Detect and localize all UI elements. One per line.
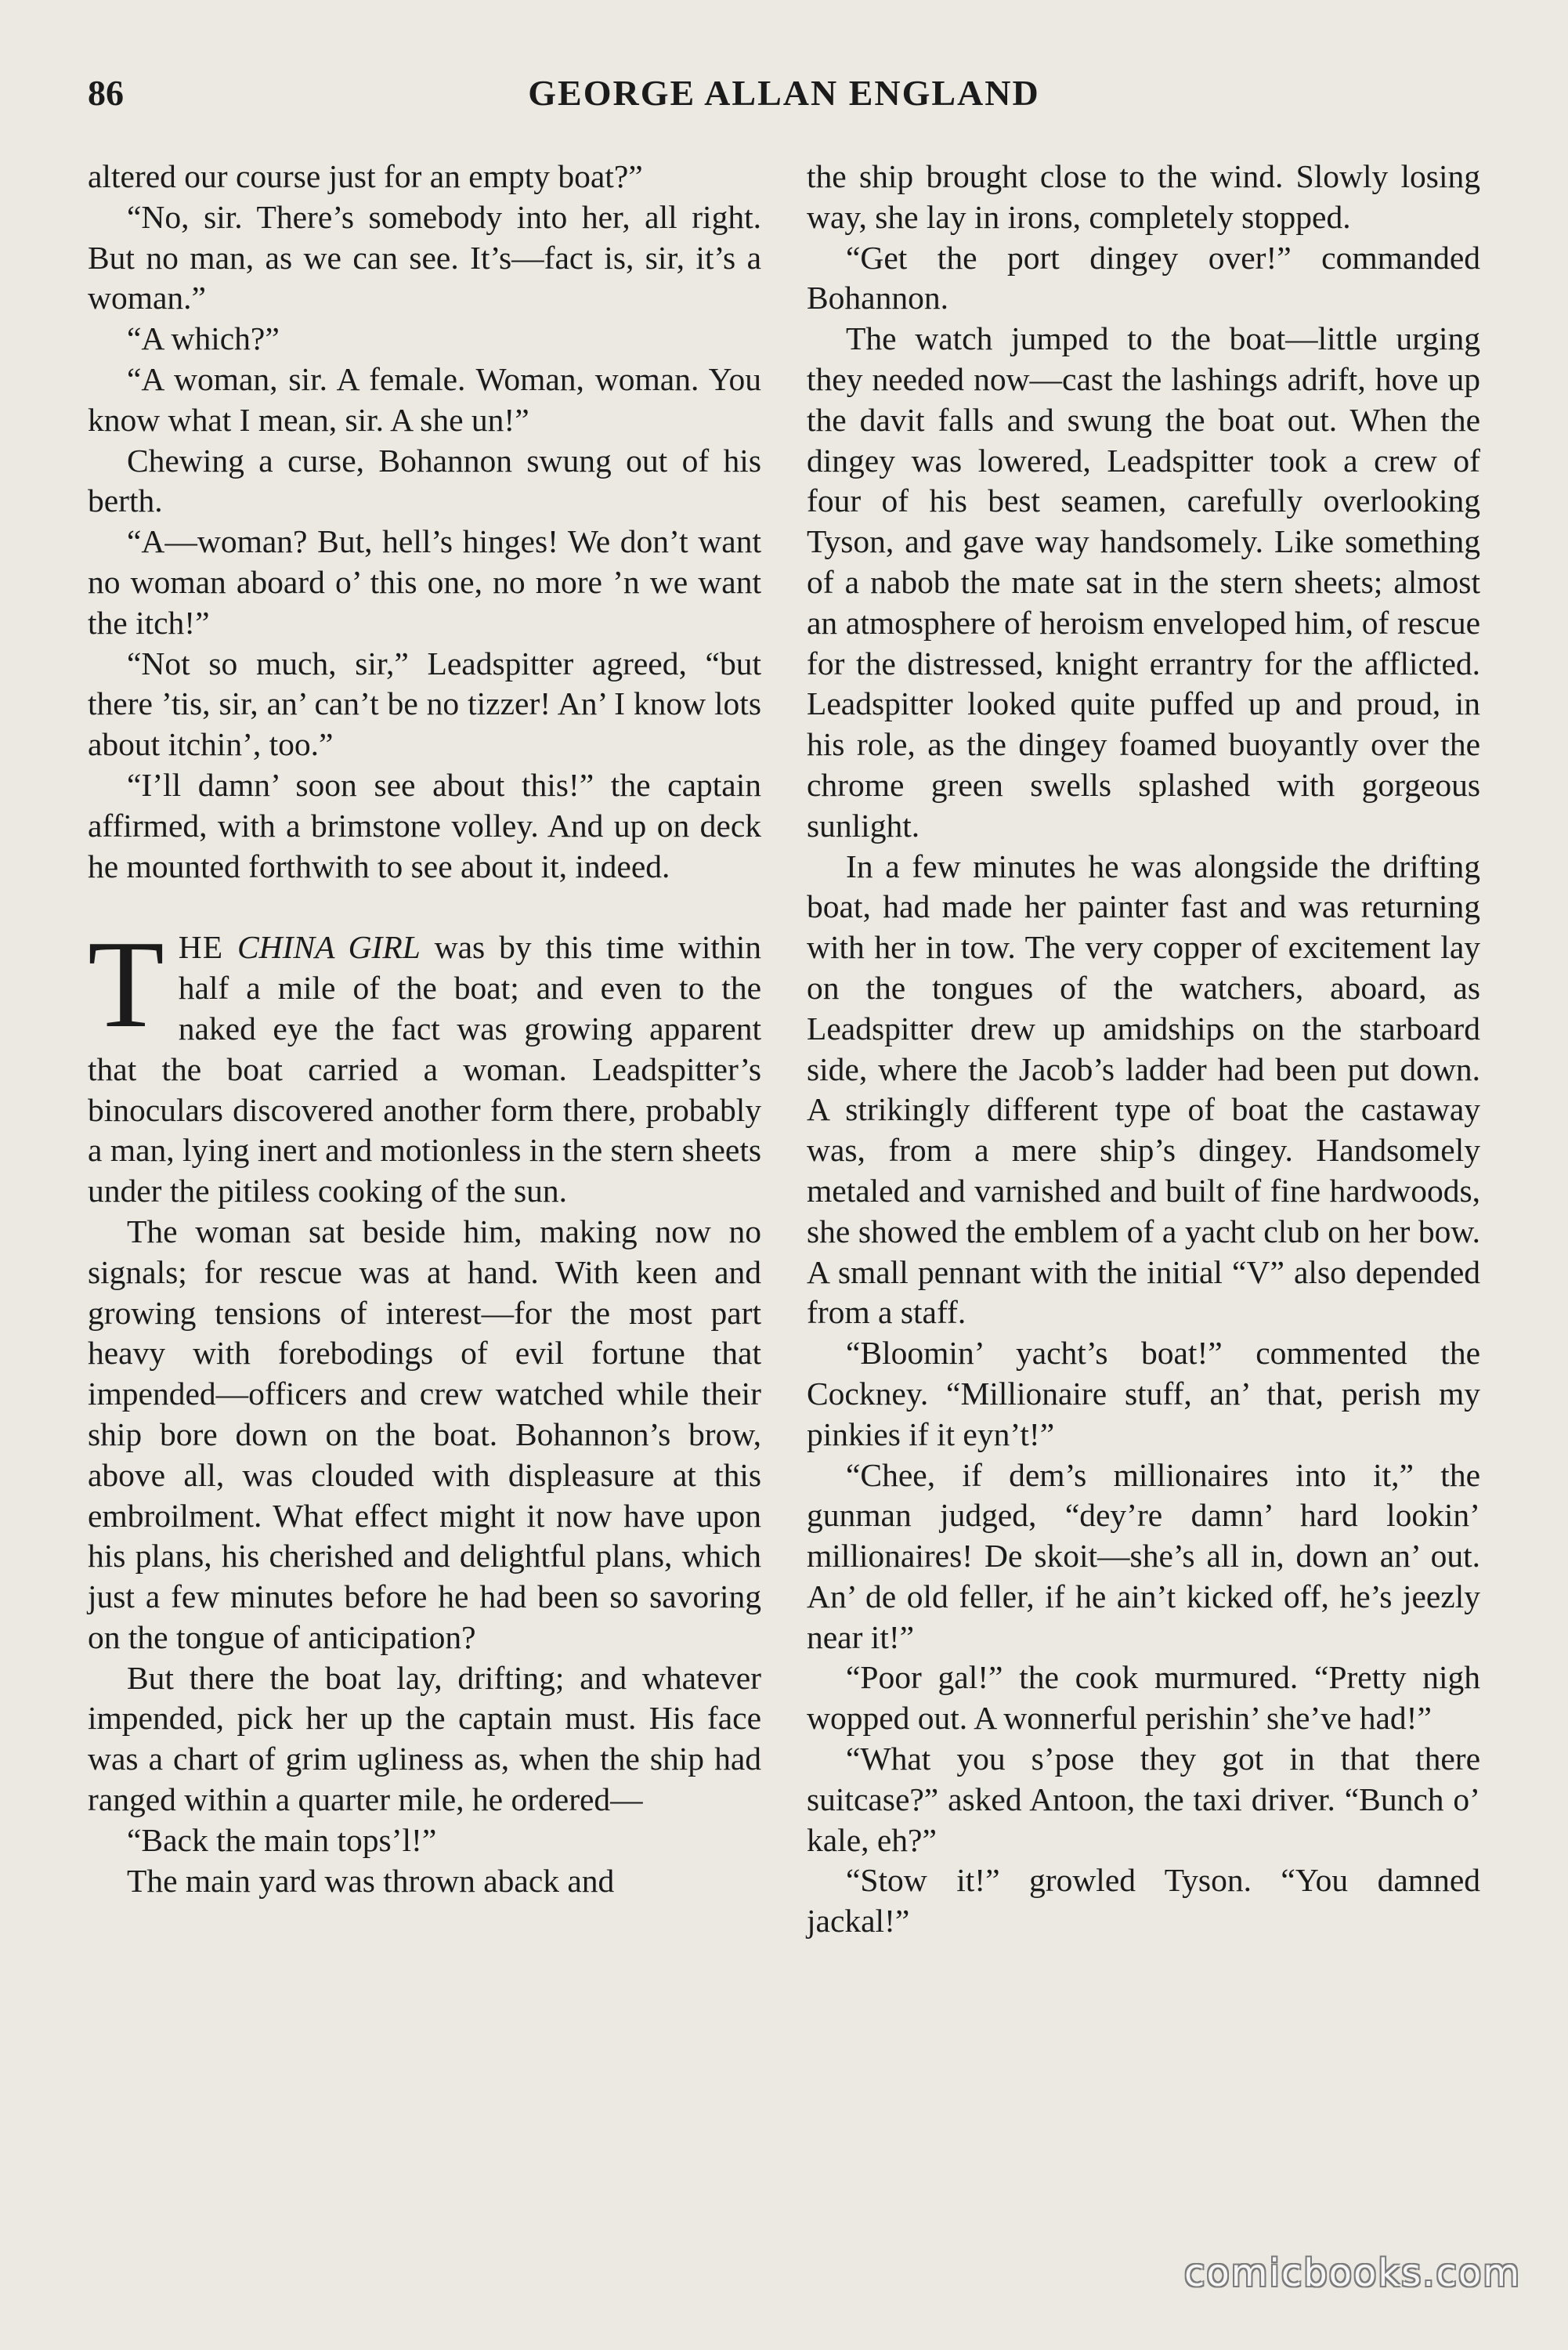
paragraph: “Poor gal!” the cook murmured. “Pretty nigh wopped out. A wonnerful perishin’ she’ve had!”	[807, 1659, 1480, 1737]
running-head: GEORGE ALLAN ENGLAND	[528, 73, 1040, 113]
paragraph: In a few minutes he was alongside the drifting boat, had made her painter fast and was returning with her in tow. The very copper of excitement lay on the tongues of the watchers, aboard, as Leadspitter drew up amidships on the starboard side, where the Jacob’s ladder had been put down. A strikingly different type of boat the castaway was, from a mere ship’s dingey. Handsomely metaled and varnished and built of fine hardwoods, she showed the emblem of a yacht club on her bow. A small pennant with the initial “V” also depended from a staff.	[807, 848, 1480, 1331]
watermark-logo: comicbooks.com	[1183, 2251, 1521, 2295]
page-header	[88, 72, 1480, 119]
paragraph: altered our course just for an empty boat?”	[88, 158, 643, 194]
paragraph: “Stow it!” growled Tyson. “You damned jackal!”	[807, 1862, 1480, 1940]
lead-in: HE	[178, 929, 224, 966]
paragraph: “A which?”	[127, 320, 280, 357]
paragraph: “Not so much, sir,” Leadspitter agreed, “but there ’tis, sir, an’ can’t be no tizzer! An’ I know lots about itchin’, too.”	[88, 645, 761, 763]
left-column	[88, 157, 761, 1901]
paragraph: “I’ll damn’ soon see about this!” the captain affirmed, with a brimstone volley. And up on deck he mounted forthwith to see about it, indeed.	[88, 766, 761, 884]
paragraph: “What you s’pose they got in that there suitcase?” asked Antoon, the taxi driver. “Bunch o’ kale, eh?”	[807, 1741, 1480, 1858]
paragraph: the ship brought close to the wind. Slowly losing way, she lay in irons, completely stopped.	[807, 158, 1480, 235]
ship-name: CHINA GIRL	[237, 929, 421, 966]
section-opening-paragraph	[88, 914, 761, 1212]
page-number: 86	[88, 73, 124, 113]
paragraph: “Back the main tops’l!”	[127, 1821, 437, 1858]
paragraph: “No, sir. There’s somebody into her, all right. But no man, as we can see. It’s—fact is, sir, it’s a woman.”	[88, 198, 761, 316]
paragraph: “Chee, if dem’s millionaires into it,” the gunman judged, “dey’re damn’ hard lookin’ millionaires! De skoit—she’s all in, down an’ out. An’ de old feller, if he ain’t kicked off, he’s jeezly near it!”	[807, 1456, 1480, 1655]
paragraph: “Get the port dingey over!” commanded Bohannon.	[807, 239, 1480, 316]
paragraph: The woman sat beside him, making now no signals; for rescue was at hand. With keen and growing tensions of interest—for the most part heavy with forebodings of evil fortune that impended—officers and crew watched while their ship bore down on the boat. Bohannon’s brow, above all, was clouded with displeasure at this embroilment. What effect might it now have upon his plans, his cherished and delightful plans, which just a few minutes before he had been so savoring on the tongue of anticipation?	[88, 1213, 761, 1655]
right-column	[807, 157, 1480, 1942]
section-break	[88, 887, 761, 927]
paragraph: Chewing a curse, Bohannon swung out of his berth.	[88, 442, 761, 519]
paragraph: The main yard was thrown aback and	[127, 1862, 615, 1899]
paragraph: “A woman, sir. A female. Woman, woman. You know what I mean, sir. A she un!”	[88, 360, 761, 438]
drop-cap: T	[88, 914, 164, 1054]
paragraph: “A—woman? But, hell’s hinges! We don’t want no woman aboard o’ this one, no more ’n we want the itch!”	[88, 523, 761, 641]
section-text: was by this time within half a mile of the boat; and even to the naked eye the fact was growing apparent that the boat carried a woman. Leadspitter’s binoculars discovered another form there, probably a man, lying inert and motionless in the stern sheets under the pitiless cooking of the sun.	[88, 929, 761, 1209]
paragraph: But there the boat lay, drifting; and whatever impended, pick her up the captain must. His face was a chart of grim ugliness as, when the ship had ranged within a quarter mile, he ordered—	[88, 1659, 761, 1818]
paragraph: “Bloomin’ yacht’s boat!” commented the Cockney. “Millionaire stuff, an’ that, perish my pinkies if it eyn’t!”	[807, 1335, 1480, 1452]
paragraph: The watch jumped to the boat—little urging they needed now—cast the lashings adrift, hove up the davit falls and swung the boat out. When the dingey was lowered, Leadspitter took a crew of four of his best seamen, carefully overlooking Tyson, and gave way handsomely. Like something of a nabob the mate sat in the stern sheets; almost an atmosphere of heroism enveloped him, of rescue for the distressed, knight errantry for the afflicted. Leadspitter looked quite puffed up and proud, in his role, as the dingey foamed buoyantly over the chrome green swells splashed with gorgeous sunlight.	[807, 320, 1480, 844]
